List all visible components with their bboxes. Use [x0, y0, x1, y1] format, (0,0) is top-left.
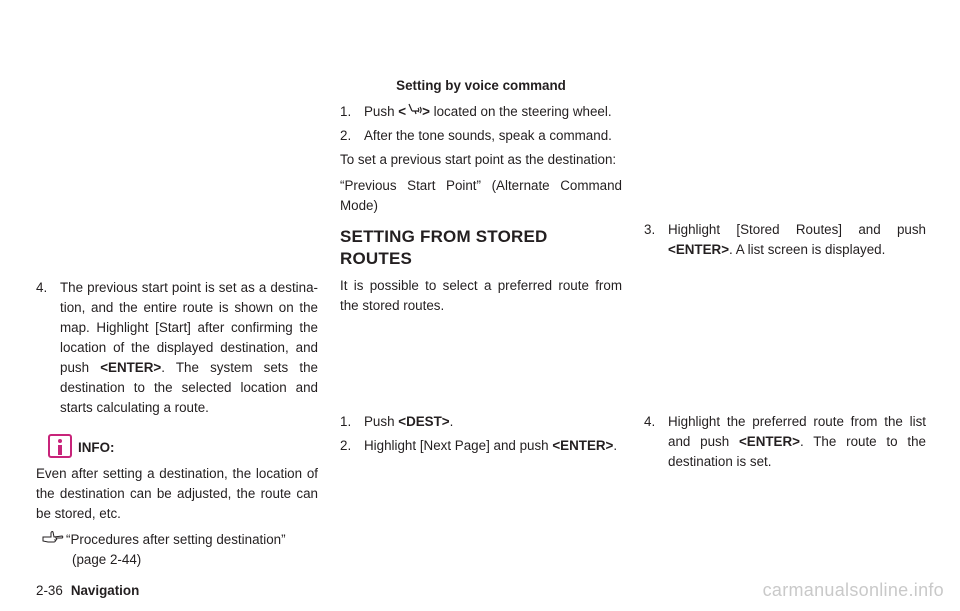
voice-command-phrase: “Previous Start Point” (Alternate Command Mode)	[340, 178, 622, 214]
step-4-previous-start	[36, 278, 318, 418]
right-column-lower	[644, 412, 926, 476]
page-footer	[36, 581, 139, 601]
page-number: 2-36	[36, 583, 63, 598]
enter-key-label: <ENTER>	[552, 438, 614, 453]
right-column	[644, 220, 926, 264]
pointing-hand-icon	[42, 530, 66, 570]
info-heading	[36, 434, 318, 458]
middle-column-lower	[340, 412, 622, 460]
page-reference	[42, 530, 318, 570]
info-icon	[48, 434, 72, 458]
enter-key-label: <ENTER>	[668, 242, 730, 257]
enter-key-label: <ENTER>	[100, 360, 162, 375]
middle-column	[340, 76, 622, 322]
info-text: Even after setting a destination, the location of the destination can be adjusted, the route can be stored, etc.	[36, 466, 318, 521]
stored-routes-intro: It is possible to select a preferred route from the stored routes.	[340, 278, 622, 314]
stored-step-1: 1. Push <DEST>.	[340, 414, 454, 429]
stored-step-4: 4. Highlight the preferred route from the list and push <ENTER>. The route to the destination is set.	[644, 414, 926, 469]
reference-title: “Procedures after setting destination”	[66, 532, 286, 547]
talk-switch-icon	[406, 102, 422, 122]
step-number: 4.	[36, 280, 48, 295]
voice-step-2: 2. After the tone sounds, speak a command.	[340, 128, 612, 144]
previous-start-intro: To set a previous start point as the destination:	[340, 152, 617, 168]
stored-step-2: 2. Highlight [Next Page] and push <ENTER>.	[340, 438, 618, 453]
section-name: Navigation	[70, 583, 140, 598]
voice-step-1: 1. Push < > located on the steering wheel.	[340, 102, 622, 122]
section-heading: SETTING FROM STORED ROUTES	[340, 227, 548, 269]
enter-key-label: <ENTER>	[738, 434, 800, 449]
step-text: The previous start point is set as a destina-tion, and the entire route is shown on the map. Highlight [Start] after confirming the location of the displayed destination, and push <ENTER>. The system sets the destination to the selected location and starts calculating a route.	[60, 280, 318, 415]
dest-key-label: <DEST>	[398, 414, 450, 429]
watermark: carmanualsonline.info	[762, 580, 944, 600]
reference-page: (page 2-44)	[72, 552, 142, 567]
left-column	[36, 278, 318, 570]
voice-command-heading: Setting by voice command	[396, 78, 566, 93]
stored-step-3: 3. Highlight [Stored Routes] and push <ENTER>. A list screen is displayed.	[644, 222, 926, 257]
info-label: INFO:	[78, 440, 115, 455]
